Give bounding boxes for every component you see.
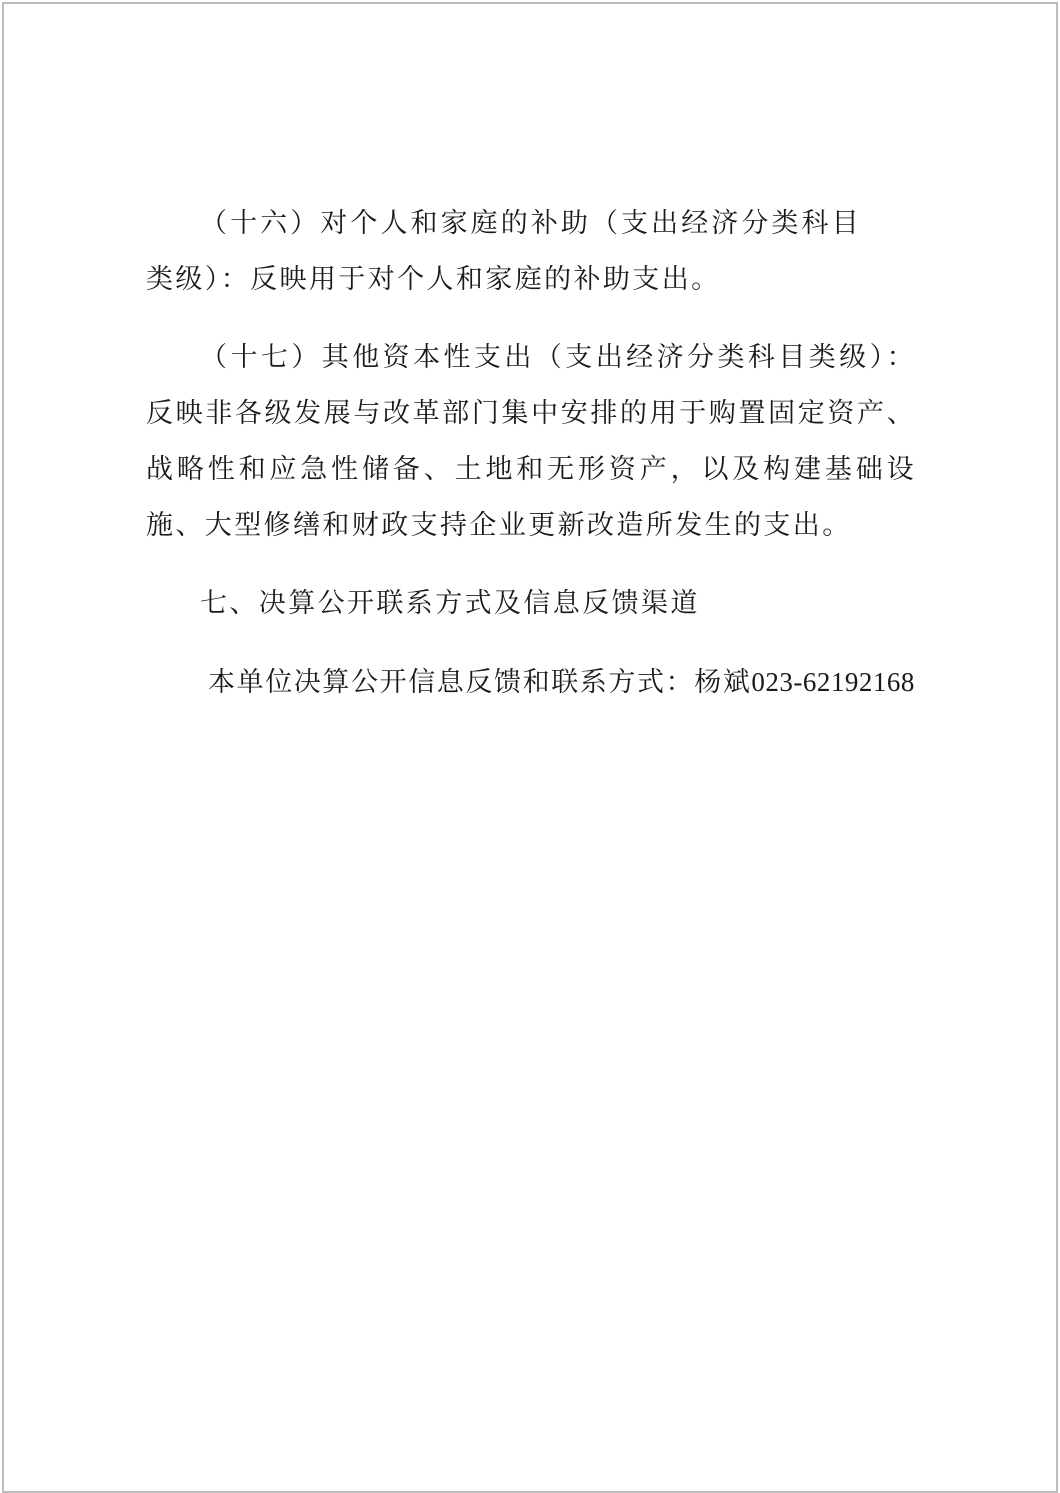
paragraph-item-16: （十六）对个人和家庭的补助（支出经济分类科目类级）：反映用于对个人和家庭的补助支出。: [146, 208, 861, 295]
contact-phone: 023-62192168: [751, 667, 915, 697]
section-heading: 七、决算公开联系方式及信息反馈渠道: [200, 588, 700, 619]
document-body: [146, 196, 916, 711]
paragraph-item-17: （十七）其他资本性支出（支出经济分类科目类级）：反映非各级发展与改革部门集中安排的用于购置固定资产、战略性和应急性储备、土地和无形资产，以及构建基础设施、大型修缮和财政支持企业更新改造所发生的支出。: [146, 342, 916, 541]
page-frame: [2, 2, 1058, 1493]
contact-line: [146, 654, 916, 711]
contact-label: 本单位决算公开信息反馈和联系方式：杨斌: [208, 667, 752, 698]
